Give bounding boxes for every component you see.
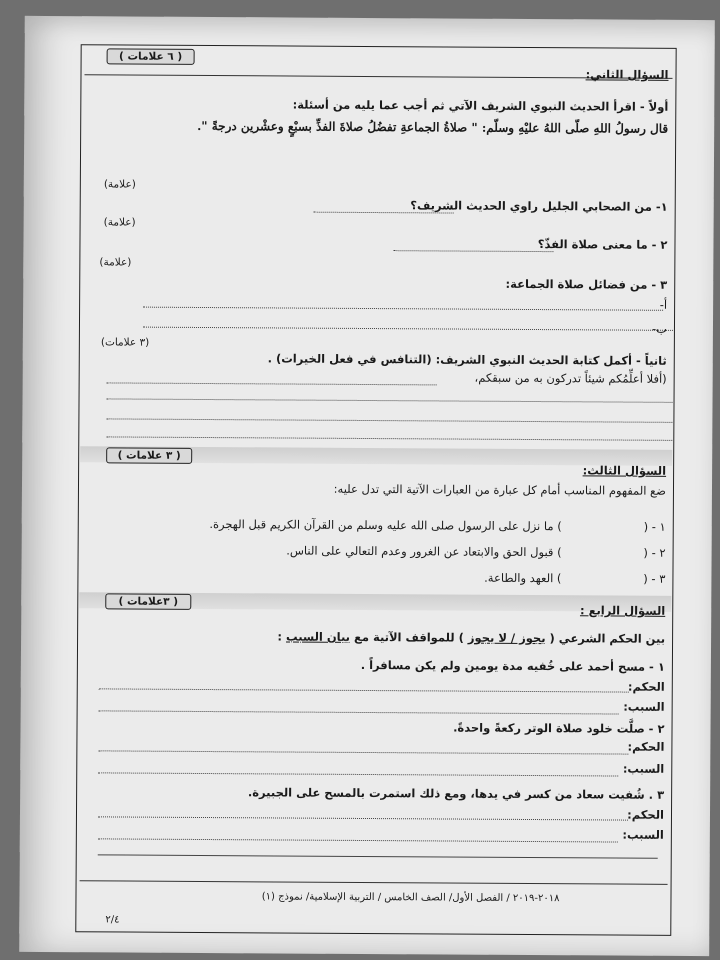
q3-item-1-text: ) ما نزل على الرسول صلى الله عليه وسلم من القرآن الكريم قبل الهجرة. xyxy=(209,517,562,534)
q3-marks-box: ( ٣ علامات ) xyxy=(106,447,192,464)
sub1-mark: (علامة) xyxy=(103,178,136,191)
sub2-mark: (علامة) xyxy=(103,216,136,229)
q4-case-2-ruling-label: الحكم: xyxy=(627,739,665,754)
q4-case-3-ruling-label: الحكم: xyxy=(627,807,665,822)
page-number: ٢/٤ xyxy=(105,914,120,926)
sub3-b-label: ب- xyxy=(651,321,668,336)
q3-item-1-num: ١ - ( xyxy=(643,519,666,534)
q4-case-2-reason-label: السبب: xyxy=(622,761,665,776)
exam-page xyxy=(19,16,715,956)
q4-case-3-reason-label: السبب: xyxy=(622,827,664,842)
q4-instr-mid: ) للمواقف الآتية مع xyxy=(354,629,464,645)
q3-item-2-num: ٢ - ( xyxy=(643,545,666,560)
q4-instruction xyxy=(277,629,665,645)
footer-text: ٢٠١٨-٢٠١٩ / الفصل الأول/ الصف الخامس / التربية الإسلامية/ نموذج (١) xyxy=(261,891,560,905)
q4-case-1: ١ - مسح أحمد على خُفيه مدة يومين ولم يكن مسافراً . xyxy=(360,657,665,674)
q3-item-3-text: ) العهد والطاعة. xyxy=(484,570,562,586)
second-intro: ثانياً - أكمل كتابة الحديث النبوي الشريف: (التنافس في فعل الخيرات) . xyxy=(267,351,667,368)
sub1-question: ١- من الصحابي الجليل راوي الحديث الشريف؟ xyxy=(410,198,668,214)
q2-title: السؤال الثاني: xyxy=(585,67,669,82)
sub2-question: ٢ - ما معنى صلاة الفذّ؟ xyxy=(537,237,668,252)
q4-case-3: ٣ . شُفيت سعاد من كسر في يدها، ومع ذلك استمرت بالمسح على الجبيرة. xyxy=(247,785,665,802)
hadith-text: قال رسولُ اللهِ صلّى اللهُ عليْهِ وسلّم: " صلاةُ الجماعةِ تفضُلُ صلاةَ الفذِّ بسبْعٍ وعشْرين درجةً ". xyxy=(197,118,669,136)
q2-intro: أولاً - اقرأ الحديث النبوي الشريف الآتي ثم أجب عما يليه من أسئلة: xyxy=(292,97,669,114)
sub3-question: ٣ - من فضائل صلاة الجماعة: xyxy=(505,276,668,292)
q4-case-2: ٢ - صلَّت خلود صلاة الوتر ركعةً واحدةً. xyxy=(453,720,665,736)
second-mark: (٣ علامات) xyxy=(100,336,150,349)
q3-title: السؤال الثالث: xyxy=(582,463,667,478)
q4-marks-box: ( ٣علامات ) xyxy=(105,593,191,610)
q3-item-3-num: ٣ - ( xyxy=(643,571,666,586)
second-hadith-start: (أفلا أعلِّمُكم شيئاً تدركون به من سبقكم، xyxy=(474,370,667,386)
q4-instr-end: : xyxy=(277,629,283,644)
q4-instr-reason: بيان السبب xyxy=(286,629,351,644)
sub3-mark: (علامة) xyxy=(99,256,132,269)
q3-instruction: ضع المفهوم المناسب أمام كل عبارة من العبارات الآتية التي تدل عليه: xyxy=(333,481,667,498)
total-marks-box: ( ٦ علامات ) xyxy=(107,48,195,65)
q4-instr-options: يجوز / لا يجوز xyxy=(467,630,546,646)
q3-item-2-text: ) قبول الحق والابتعاد عن الغرور وعدم التعالي على الناس. xyxy=(286,543,562,560)
q4-case-1-reason-label: السبب: xyxy=(623,699,665,714)
q4-instr-pre: بين الحكم الشرعي ( xyxy=(549,631,666,646)
q4-title: السؤال الرابع : xyxy=(579,603,666,618)
sub3-a-label: أ- xyxy=(659,297,668,312)
q4-case-1-ruling-label: الحكم: xyxy=(627,679,665,694)
